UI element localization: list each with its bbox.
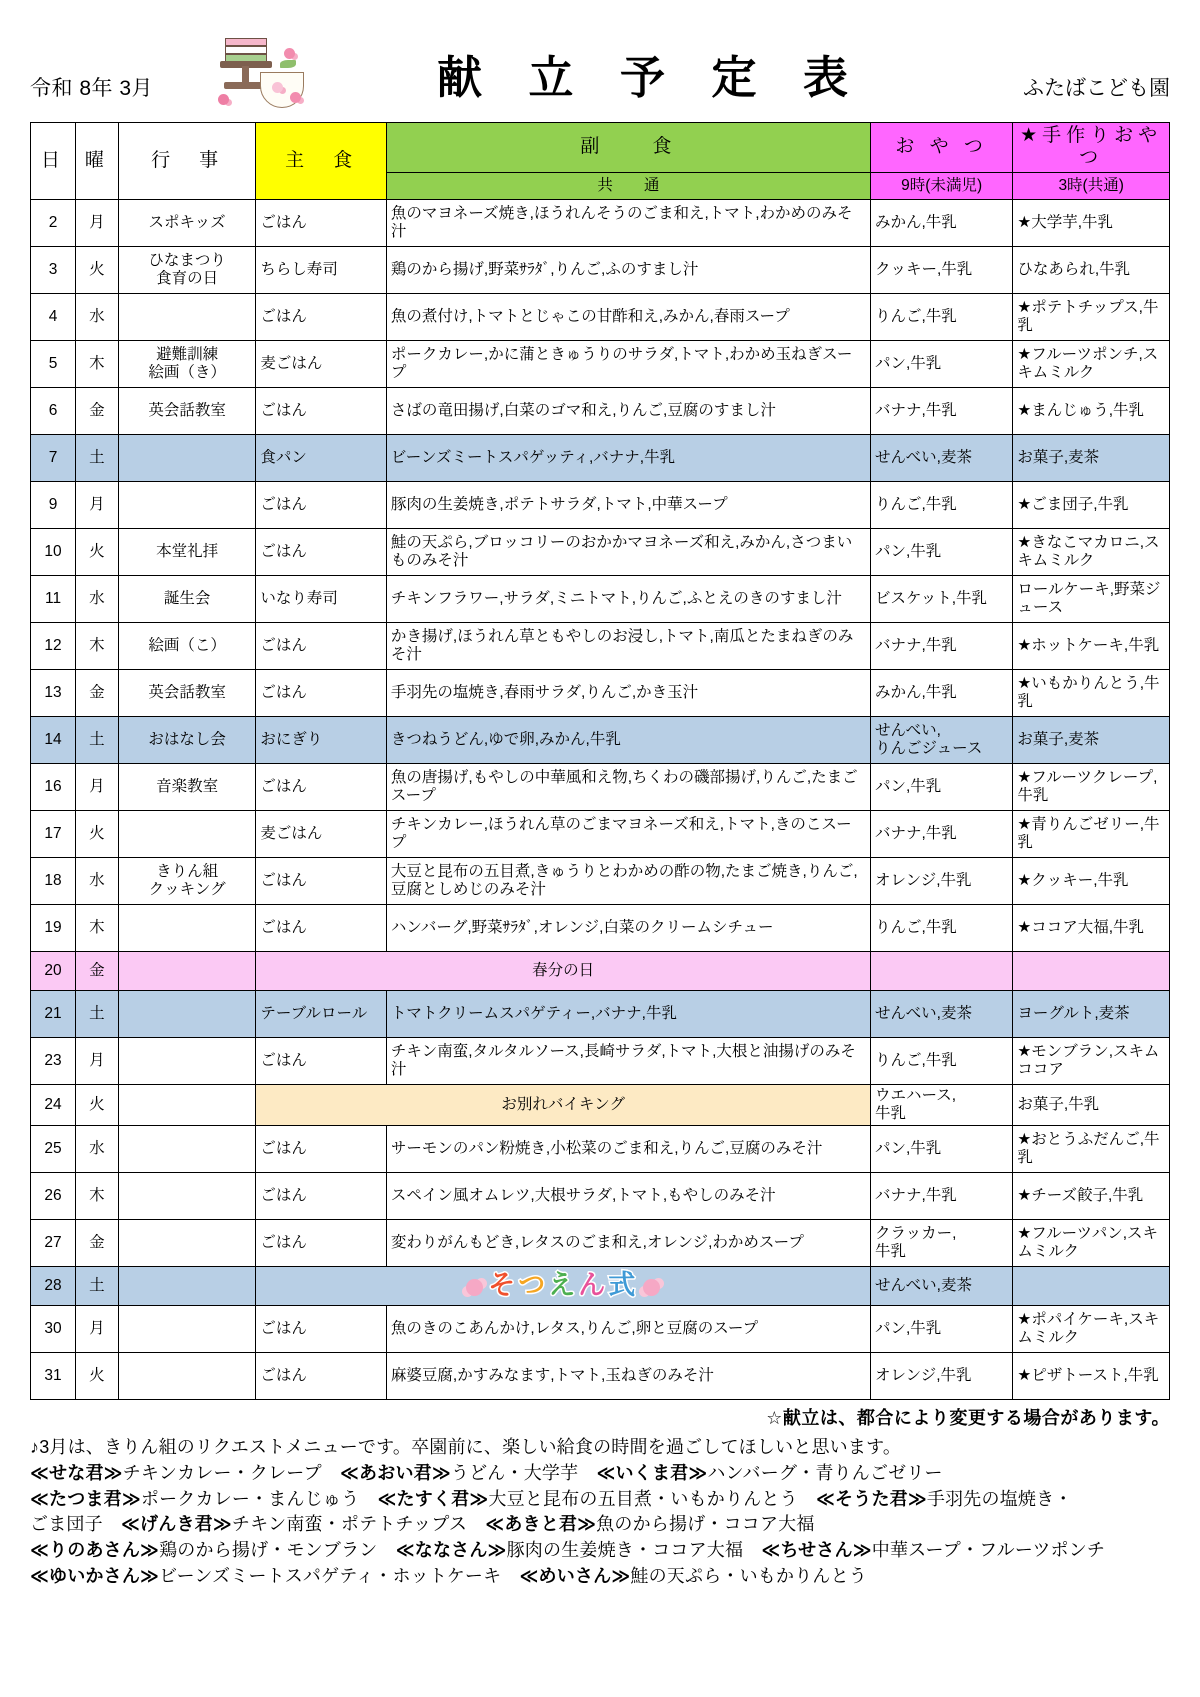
cell-event: ひなまつり 食育の日 (118, 246, 256, 293)
table-row (31, 1267, 1170, 1306)
cell-day: 26 (31, 1173, 76, 1220)
cell-handmade-snack: ★おとうふだんご,牛乳 (1013, 1126, 1170, 1173)
table-row (31, 1353, 1170, 1400)
request-menu-text: チキンカレー・クレープ (122, 1463, 322, 1484)
cell-dow: 木 (76, 340, 119, 387)
col-header-handmade-snack: ★手作りおやつ (1013, 123, 1170, 173)
disclaimer-text: ☆献立は、都合により変更する場合があります。 (766, 1408, 1170, 1429)
cell-dow: 火 (76, 810, 119, 857)
cell-handmade-snack: ひなあられ,牛乳 (1013, 246, 1170, 293)
request-menu-text: ごま団子 (30, 1514, 103, 1535)
table-head (31, 123, 1170, 200)
table-row (31, 990, 1170, 1037)
col-header-snack-sub: 9時(未満児) (870, 172, 1012, 199)
cell-main-dish: ごはん (256, 669, 387, 716)
table-row (31, 199, 1170, 246)
cell-main-dish: ごはん (256, 1173, 387, 1220)
cell-day: 17 (31, 810, 76, 857)
request-menu-text: 魚のから揚げ・ココア大福 (596, 1514, 815, 1535)
cell-handmade-snack: ★ごま団子,牛乳 (1013, 481, 1170, 528)
cell-main-dish: 食パン (256, 434, 387, 481)
table-row (31, 1173, 1170, 1220)
cell-snack: クラッカー, 牛乳 (870, 1220, 1012, 1267)
blossom-icon (272, 82, 283, 93)
cell-event: 絵画（こ） (118, 622, 256, 669)
cell-event: おはなし会 (118, 716, 256, 763)
cell-main-dish: ごはん (256, 293, 387, 340)
cell-day: 12 (31, 622, 76, 669)
cell-main-dish: ごはん (256, 1220, 387, 1267)
col-header-event: 行 事 (118, 123, 256, 200)
cell-handmade-snack: お菓子,牛乳 (1013, 1084, 1170, 1126)
table-row (31, 434, 1170, 481)
cell-dow: 月 (76, 1037, 119, 1084)
cell-event (118, 1267, 256, 1306)
cell-day: 19 (31, 904, 76, 951)
cell-main-dish: ごはん (256, 622, 387, 669)
cell-side-dish: ポークカレー,かに蒲ときゅうりのサラダ,トマト,わかめ玉ねぎスープ (386, 340, 870, 387)
cell-side-dish: 魚の煮付け,トマトとじゃこの甘酢和え,みかん,春雨スープ (386, 293, 870, 340)
request-menu-text: 中華スープ・フルーツポンチ (871, 1540, 1106, 1561)
cell-snack: バナナ,牛乳 (870, 1173, 1012, 1220)
cell-main-dish: ごはん (256, 1126, 387, 1173)
cell-day: 23 (31, 1037, 76, 1084)
page-title: 献 立 予 定 表 (436, 52, 865, 103)
table-row (31, 857, 1170, 904)
cell-snack: パン,牛乳 (870, 1306, 1012, 1353)
request-line (30, 1512, 1170, 1538)
cell-snack: バナナ,牛乳 (870, 387, 1012, 434)
cell-dow: 水 (76, 293, 119, 340)
cell-main-dish: テーブルロール (256, 990, 387, 1037)
blossom-icon (284, 48, 295, 59)
cell-event: 本堂礼拝 (118, 528, 256, 575)
cell-handmade-snack: ★ココア大福,牛乳 (1013, 904, 1170, 951)
cell-day: 31 (31, 1353, 76, 1400)
request-menu-text: 豚肉の生姜焼き・ココア大福 (506, 1540, 744, 1561)
cell-event: 避難訓練 絵画（き） (118, 340, 256, 387)
blossom-icon (218, 94, 229, 105)
cell-event (118, 990, 256, 1037)
col-header-dow: 曜 (76, 123, 119, 200)
cell-day: 2 (31, 199, 76, 246)
cell-event (118, 293, 256, 340)
cell-side-dish: チキンカレー,ほうれん草のごまマヨネーズ和え,トマト,きのこスープ (386, 810, 870, 857)
cell-main-dish: ちらし寿司 (256, 246, 387, 293)
cell-day: 25 (31, 1126, 76, 1173)
col-header-side-dish-sub: 共 通 (386, 172, 870, 199)
hishimochi-white (225, 46, 267, 54)
cell-day: 7 (31, 434, 76, 481)
cell-handmade-snack: お菓子,麦茶 (1013, 716, 1170, 763)
cell-handmade-snack: お菓子,麦茶 (1013, 434, 1170, 481)
cell-dow: 土 (76, 1267, 119, 1306)
cell-main-dish: いなり寿司 (256, 575, 387, 622)
cell-event (118, 1220, 256, 1267)
table-row (31, 246, 1170, 293)
cell-handmade-snack: ★いもかりんとう,牛乳 (1013, 669, 1170, 716)
cell-event: 英会話教室 (118, 669, 256, 716)
cell-snack: みかん,牛乳 (870, 669, 1012, 716)
leaf-icon (280, 60, 296, 68)
col-header-snack: お や つ (870, 123, 1012, 173)
organization-name: ふたばこども園 (1023, 77, 1170, 100)
cell-event (118, 1353, 256, 1400)
cell-handmade-snack: ★チーズ餃子,牛乳 (1013, 1173, 1170, 1220)
cell-day: 14 (31, 716, 76, 763)
cell-event (118, 434, 256, 481)
cell-dow: 月 (76, 763, 119, 810)
cell-side-dish: ハンバーグ,野菜ｻﾗﾀﾞ,オレンジ,白菜のクリームシチュー (386, 904, 870, 951)
cell-snack (870, 951, 1012, 990)
cell-event: スポキッズ (118, 199, 256, 246)
cell-dow: 火 (76, 528, 119, 575)
cell-main-dish: ごはん (256, 857, 387, 904)
cell-event (118, 904, 256, 951)
cell-snack: バナナ,牛乳 (870, 622, 1012, 669)
cell-event (118, 1084, 256, 1126)
cell-side-dish: かき揚げ,ほうれん草ともやしのお浸し,トマト,南瓜とたまねぎのみそ汁 (386, 622, 870, 669)
cell-handmade-snack: ★フルーツポンチ,スキムミルク (1013, 340, 1170, 387)
request-menu-text: ポークカレー・まんじゅう (140, 1488, 360, 1509)
cell-day: 18 (31, 857, 76, 904)
col-header-handmade-sub: 3時(共通) (1013, 172, 1170, 199)
col-header-main-dish: 主 食 (256, 123, 387, 200)
cell-main-dish: ごはん (256, 1353, 387, 1400)
request-child-name: ≪あきと君≫ (485, 1514, 597, 1535)
cell-snack: せんべい,麦茶 (870, 434, 1012, 481)
request-menu-text: 鮭の天ぷら・いもかりんとう (630, 1565, 867, 1586)
cell-main-dish: ごはん (256, 199, 387, 246)
cell-handmade-snack: ヨーグルト,麦茶 (1013, 990, 1170, 1037)
request-menu-text: うどん・大学芋 (450, 1463, 579, 1484)
cell-dow: 土 (76, 434, 119, 481)
request-menu-text: ビーンズミートスパゲティ・ホットケーキ (159, 1565, 502, 1586)
cell-main-dish: 麦ごはん (256, 340, 387, 387)
cell-snack: バナナ,牛乳 (870, 810, 1012, 857)
table-row (31, 1126, 1170, 1173)
col-header-day: 日 (31, 123, 76, 200)
cell-dow: 金 (76, 387, 119, 434)
cell-main-dish: ごはん (256, 904, 387, 951)
request-child-name: ≪たつま君≫ (30, 1488, 141, 1509)
cell-main-dish: ごはん (256, 481, 387, 528)
cell-main-dish: 麦ごはん (256, 810, 387, 857)
cell-handmade-snack: ★きなこマカロニ,スキムミルク (1013, 528, 1170, 575)
cell-handmade-snack: ロールケーキ,野菜ジュース (1013, 575, 1170, 622)
cell-handmade-snack: ★クッキー,牛乳 (1013, 857, 1170, 904)
graduation-banner-text: そつえん式 (461, 1270, 665, 1302)
cell-handmade-snack: ★大学芋,牛乳 (1013, 199, 1170, 246)
cell-side-dish: トマトクリームスパゲティー,バナナ,牛乳 (386, 990, 870, 1037)
request-menu-list (30, 1461, 1170, 1589)
table-row (31, 951, 1170, 990)
cell-dow: 土 (76, 990, 119, 1037)
request-child-name: ≪げんき君≫ (121, 1514, 232, 1535)
cell-side-dish: 魚のきのこあんかけ,レタス,りんご,卵と豆腐のスープ (386, 1306, 870, 1353)
cell-dow: 月 (76, 199, 119, 246)
table-row (31, 481, 1170, 528)
cell-day: 16 (31, 763, 76, 810)
cell-event (118, 1037, 256, 1084)
request-child-name: ≪りのあさん≫ (30, 1540, 160, 1561)
cell-handmade-snack: ★ポパイケーキ,スキムミルク (1013, 1306, 1170, 1353)
cell-handmade-snack (1013, 1267, 1170, 1306)
cell-main-dish: おにぎり (256, 716, 387, 763)
request-menu-text: 手羽先の塩焼き・ (926, 1488, 1073, 1509)
table-row (31, 716, 1170, 763)
cell-snack: りんご,牛乳 (870, 904, 1012, 951)
cell-handmade-snack: ★ホットケーキ,牛乳 (1013, 622, 1170, 669)
table-body (31, 199, 1170, 1400)
cell-event (118, 1306, 256, 1353)
cell-dow: 土 (76, 716, 119, 763)
cell-event (118, 1126, 256, 1173)
blossom-icon (643, 1279, 660, 1296)
intro-text: ♪3月は、きりん組のリクエストメニューです。卒園前に、楽しい給食の時間を過ごしてほしいと思います。 (30, 1437, 902, 1458)
cell-buffet-label: お別れバイキング (256, 1084, 871, 1126)
cell-day: 5 (31, 340, 76, 387)
cell-side-dish: 麻婆豆腐,かすみなます,トマト,玉ねぎのみそ汁 (386, 1353, 870, 1400)
cell-side-dish: 鮭の天ぷら,ブロッコリーのおかかマヨネーズ和え,みかん,さつまいものみそ汁 (386, 528, 870, 575)
table-row (31, 575, 1170, 622)
cell-day: 13 (31, 669, 76, 716)
cell-snack: パン,牛乳 (870, 763, 1012, 810)
blossom-icon (466, 1279, 483, 1296)
cell-dow: 金 (76, 1220, 119, 1267)
blossom-icon (290, 92, 301, 103)
cell-side-dish: 魚のマヨネーズ焼き,ほうれんそうのごま和え,トマト,わかめのみそ汁 (386, 199, 870, 246)
cell-event: 英会話教室 (118, 387, 256, 434)
table-row (31, 810, 1170, 857)
cell-side-dish: 魚の唐揚げ,もやしの中華風和え物,ちくわの磯部揚げ,りんご,たまごスープ (386, 763, 870, 810)
table-row (31, 1084, 1170, 1126)
cell-snack: ビスケット,牛乳 (870, 575, 1012, 622)
cell-dow: 水 (76, 857, 119, 904)
cell-graduation-banner (256, 1267, 871, 1306)
table-row (31, 293, 1170, 340)
cell-main-dish: ごはん (256, 387, 387, 434)
cell-event: 音楽教室 (118, 763, 256, 810)
table-row (31, 763, 1170, 810)
request-child-name: ≪たすく君≫ (377, 1488, 489, 1509)
cell-side-dish: チキン南蛮,タルタルソース,長崎サラダ,トマト,大根と油揚げのみそ汁 (386, 1037, 870, 1084)
cell-day: 24 (31, 1084, 76, 1126)
request-line (30, 1487, 1170, 1513)
cell-handmade-snack: ★青りんごゼリー,牛乳 (1013, 810, 1170, 857)
request-line (30, 1564, 1170, 1590)
footer-notes (30, 1404, 1170, 1589)
cell-event: 誕生会 (118, 575, 256, 622)
table-row (31, 622, 1170, 669)
cell-day: 21 (31, 990, 76, 1037)
request-menu-text: 大豆と昆布の五目煮・いもかりんとう (488, 1488, 798, 1509)
request-child-name: ≪あおい君≫ (340, 1463, 451, 1484)
cell-side-dish: 変わりがんもどき,レタスのごま和え,オレンジ,わかめスープ (386, 1220, 870, 1267)
cell-side-dish: きつねうどん,ゆで卵,みかん,牛乳 (386, 716, 870, 763)
cell-day: 10 (31, 528, 76, 575)
request-menu-text: ハンバーグ・青りんごゼリー (707, 1463, 943, 1484)
cell-dow: 木 (76, 904, 119, 951)
cell-day: 9 (31, 481, 76, 528)
cell-side-dish: 豚肉の生姜焼き,ポテトサラダ,トマト,中華スープ (386, 481, 870, 528)
cell-dow: 木 (76, 622, 119, 669)
request-child-name: ≪ちせさん≫ (761, 1540, 872, 1561)
request-child-name: ≪ゆいかさん≫ (30, 1565, 160, 1586)
cell-snack: みかん,牛乳 (870, 199, 1012, 246)
cell-side-dish: スペイン風オムレツ,大根サラダ,トマト,もやしのみそ汁 (386, 1173, 870, 1220)
request-line (30, 1461, 1170, 1487)
cell-side-dish: サーモンのパン粉焼き,小松菜のごま和え,りんご,豆腐のみそ汁 (386, 1126, 870, 1173)
cell-side-dish: 鶏のから揚げ,野菜ｻﾗﾀﾞ,りんご,ふのすまし汁 (386, 246, 870, 293)
cell-dow: 水 (76, 1126, 119, 1173)
request-menu-text: 鶏のから揚げ・モンブラン (159, 1540, 378, 1561)
table-row (31, 904, 1170, 951)
cell-event: きりん組 クッキング (118, 857, 256, 904)
table-row (31, 669, 1170, 716)
cell-dow: 木 (76, 1173, 119, 1220)
cell-dow: 金 (76, 669, 119, 716)
hina-doll-illustration-icon (200, 36, 310, 112)
cell-event (118, 951, 256, 990)
request-line (30, 1538, 1170, 1564)
cell-event (118, 1173, 256, 1220)
hishimochi-pink (225, 38, 267, 46)
cell-main-dish: ごはん (256, 528, 387, 575)
cell-side-dish: 手羽先の塩焼き,春雨サラダ,りんご,かき玉汁 (386, 669, 870, 716)
cell-event (118, 810, 256, 857)
cell-snack: パン,牛乳 (870, 528, 1012, 575)
cell-snack: せんべい,麦茶 (870, 990, 1012, 1037)
page-header (30, 34, 1170, 112)
era-date: 令和 8年 3月 (30, 77, 154, 100)
cell-dow: 月 (76, 1306, 119, 1353)
cell-snack: りんご,牛乳 (870, 481, 1012, 528)
table-row (31, 1220, 1170, 1267)
cell-main-dish: ごはん (256, 1037, 387, 1084)
cell-snack: せんべい, りんごジュース (870, 716, 1012, 763)
cell-snack: パン,牛乳 (870, 1126, 1012, 1173)
cell-snack: パン,牛乳 (870, 340, 1012, 387)
table-row (31, 340, 1170, 387)
cell-snack: オレンジ,牛乳 (870, 857, 1012, 904)
cell-day: 3 (31, 246, 76, 293)
request-child-name: ≪いくま君≫ (596, 1463, 708, 1484)
cell-side-dish: さばの竜田揚げ,白菜のゴマ和え,りんご,豆腐のすまし汁 (386, 387, 870, 434)
cell-snack: りんご,牛乳 (870, 1037, 1012, 1084)
cell-day: 4 (31, 293, 76, 340)
cell-day: 20 (31, 951, 76, 990)
cell-snack: ウエハース, 牛乳 (870, 1084, 1012, 1126)
menu-table (30, 122, 1170, 1400)
cell-handmade-snack: ★フルーツパン,スキムミルク (1013, 1220, 1170, 1267)
table-row (31, 1037, 1170, 1084)
cell-side-dish: チキンフラワー,サラダ,ミニトマト,りんご,ふとえのきのすまし汁 (386, 575, 870, 622)
cell-handmade-snack: ★モンブラン,スキムココア (1013, 1037, 1170, 1084)
cell-handmade-snack: ★フルーツクレープ,牛乳 (1013, 763, 1170, 810)
cell-snack: りんご,牛乳 (870, 293, 1012, 340)
cell-handmade-snack: ★まんじゅう,牛乳 (1013, 387, 1170, 434)
cell-dow: 金 (76, 951, 119, 990)
cell-handmade-snack (1013, 951, 1170, 990)
cell-snack: せんべい,麦茶 (870, 1267, 1012, 1306)
cell-day: 30 (31, 1306, 76, 1353)
cell-main-dish: ごはん (256, 1306, 387, 1353)
cell-holiday-name: 春分の日 (256, 951, 871, 990)
cell-dow: 火 (76, 1084, 119, 1126)
cell-handmade-snack: ★ポテトチップス,牛乳 (1013, 293, 1170, 340)
cell-main-dish: ごはん (256, 763, 387, 810)
cell-dow: 火 (76, 246, 119, 293)
cell-side-dish: ビーンズミートスパゲッティ,バナナ,牛乳 (386, 434, 870, 481)
request-child-name: ≪そうた君≫ (816, 1488, 927, 1509)
cell-snack: オレンジ,牛乳 (870, 1353, 1012, 1400)
cell-dow: 水 (76, 575, 119, 622)
table-row (31, 1306, 1170, 1353)
cell-handmade-snack: ★ピザトースト,牛乳 (1013, 1353, 1170, 1400)
request-menu-text: チキン南蛮・ポテトチップス (231, 1514, 468, 1535)
cell-event (118, 481, 256, 528)
col-header-side-dish: 副 食 (386, 123, 870, 173)
cell-snack: クッキー,牛乳 (870, 246, 1012, 293)
table-row (31, 387, 1170, 434)
cell-day: 27 (31, 1220, 76, 1267)
cell-dow: 月 (76, 481, 119, 528)
cell-day: 28 (31, 1267, 76, 1306)
request-child-name: ≪せな君≫ (30, 1463, 123, 1484)
request-child-name: ≪ななさん≫ (395, 1540, 507, 1561)
table-row (31, 528, 1170, 575)
request-child-name: ≪めいさん≫ (519, 1565, 631, 1586)
cell-day: 11 (31, 575, 76, 622)
cell-day: 6 (31, 387, 76, 434)
cell-dow: 火 (76, 1353, 119, 1400)
cell-side-dish: 大豆と昆布の五目煮,きゅうりとわかめの酢の物,たまご焼き,りんご,豆腐としめじのみそ汁 (386, 857, 870, 904)
